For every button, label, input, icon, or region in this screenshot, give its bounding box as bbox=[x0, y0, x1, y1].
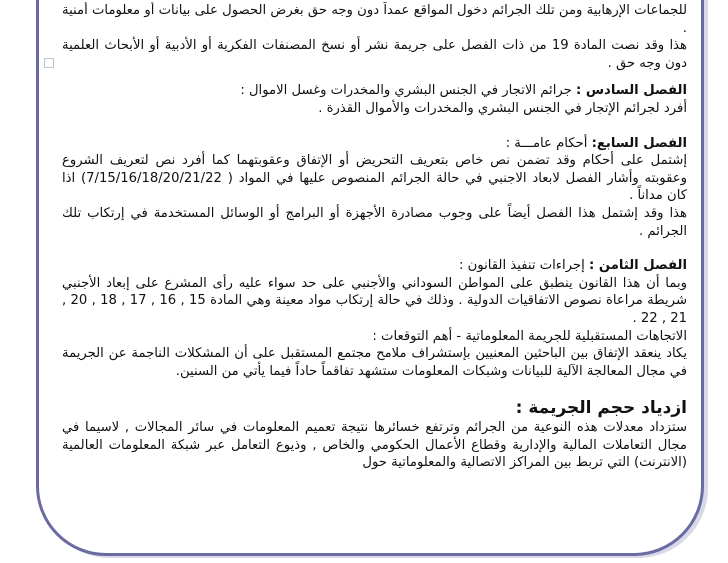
spacer bbox=[62, 240, 687, 257]
chapter-6-title: الفصل السادس : bbox=[576, 83, 687, 99]
chapter-7-body-1: إشتمل على أحكام وقد تضمن نص خاص بتعريف التحريض أو الإتفاق وعقوبتهما كما أفرد نص لتعريف الشروع وعقوبته وأشار الفصل لابعاد الاجنبي في حالة الجرائم المنصوص عليها في المواد ( 7/15/16/18/20/21/22) اذا كان مداناً . bbox=[62, 153, 687, 204]
spacer bbox=[62, 380, 687, 397]
chapter-8 bbox=[62, 257, 687, 275]
chapter-8-body-1: وبما أن هذا القانون ينطبق على المواطن السوداني والأجنبي على حد سواء عليه رأى المشرع على إبعاد الأجنبي شريطة مراعاة نصوص الاتفاقيات الدولية . وذلك في حالة إرتكاب مواد معينة وهي المادة 15 , 16 , 17 , 18 , 20 , 21 , 22 . bbox=[62, 275, 687, 326]
document-body bbox=[62, 2, 687, 563]
chapter-7-subtitle: أحكام عامـــة : bbox=[505, 135, 588, 151]
chapter-8-subtitle: إجراءات تنفيذ القانون : bbox=[458, 258, 585, 274]
section-title: ازدياد حجم الجريمة : bbox=[515, 398, 687, 419]
chapter-6-body: أفرد لجرائم الإتجار في الجنس البشري والمخدرات والأموال القذرة . bbox=[318, 100, 687, 116]
section-body: ستزداد معدلات هذه النوعية من الجرائم وترتفع خسائرها نتيجة تعميم المعلومات في سائر المجالات , لاسيما في مجال التعاملات المالية والإدارية وقطاع الأعمال الحكومي والخاص , وذيوع التعامل عبر شبكة المعلومات العالمية (الانترنت) التي تربط بين المراكز الاتصالية والمعلوماتية حول bbox=[62, 420, 687, 471]
paragraph-1: للجماعات الإرهابية ومن تلك الجرائم دخول المواقع عمداً دون وجه حق بغرض الحصول على بيانات أو معلومات أمنية . bbox=[62, 3, 687, 36]
chapter-7 bbox=[62, 135, 687, 153]
chapter-7-body-2: هذا وقد إشتمل هذا الفصل أيضاً على وجوب مصادرة الأجهزة أو البرامج أو الوسائل المستخدمة في إرتكاب تلك الجرائم . bbox=[62, 205, 687, 239]
chapter-6-subtitle: جرائم الاتجار في الجنس البشري والمخدرات وغسل الاموال : bbox=[240, 83, 572, 99]
chapter-7-title: الفصل السابع: bbox=[591, 135, 687, 151]
paragraph-2: هذا وقد نصت المادة 19 من ذات الفصل على جريمة نشر أو نسخ المصنفات الفكرية أو الأدبية أو الأبحاث العلمية دون وجه حق . bbox=[62, 38, 687, 71]
chapter-8-title: الفصل الثامن : bbox=[588, 258, 687, 274]
chapter-6 bbox=[62, 82, 687, 100]
page-marker bbox=[44, 58, 54, 68]
spacer bbox=[62, 72, 687, 82]
chapter-8-body-2: الاتجاهات المستقبلية للجريمة المعلوماتية - أهم التوقعات : bbox=[372, 328, 687, 344]
chapter-8-body-3: يكاد ينعقد الإتفاق بين الباحثين المعنيين بإستشراف ملامح مجتمع المستقبل على أن المشكلات الناجمة عن الجريمة في مجال المعالجة الآلية للبيانات وشبكات المعلومات ستشهد تفاقماً حاداً فيما يأتي من السنين. bbox=[62, 346, 687, 379]
spacer bbox=[62, 118, 687, 135]
